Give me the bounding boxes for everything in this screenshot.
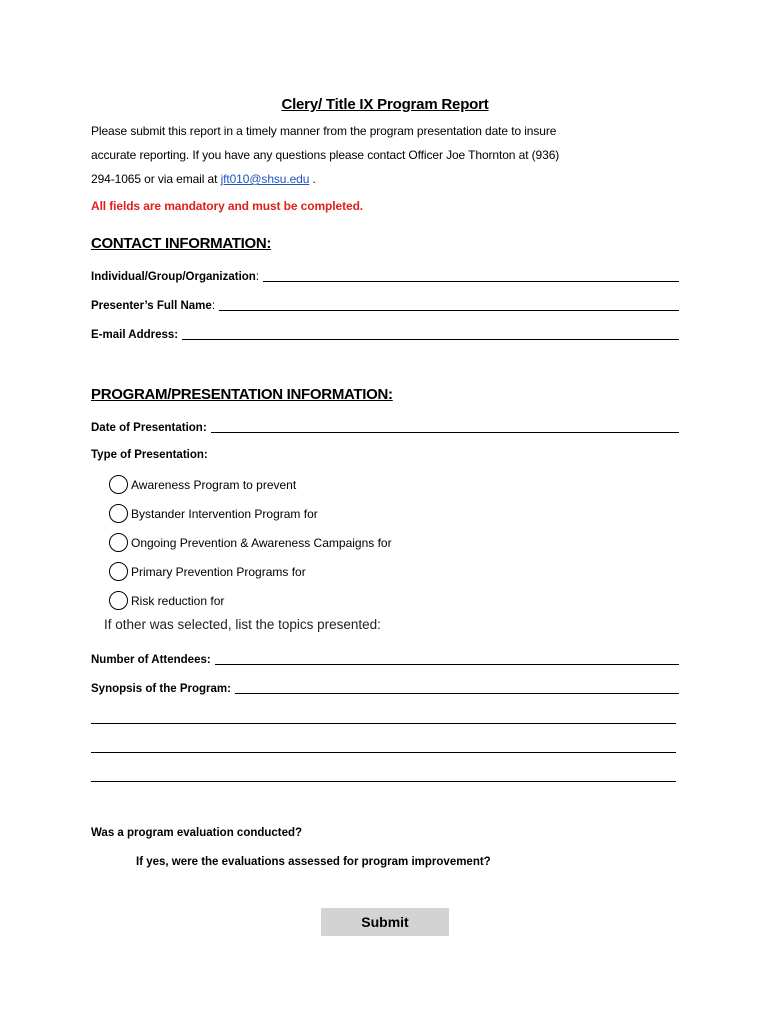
date-field-row [91, 420, 679, 434]
evaluation-question: Was a program evaluation conducted? [91, 827, 303, 839]
radio-button-icon[interactable] [109, 562, 128, 581]
contact-email-link[interactable]: jft010@shsu.edu [220, 172, 310, 186]
synopsis-label: Synopsis of the Program: [91, 683, 231, 695]
type-label: Type of Presentation: [91, 449, 208, 461]
intro-line-3-prefix: 294-1065 or via email at [91, 172, 221, 186]
synopsis-field-row [91, 681, 679, 695]
intro-line-1: Please submit this report in a timely manner from the program presentation date to insure [91, 124, 557, 138]
radio-button-icon[interactable] [109, 533, 128, 552]
date-label: Date of Presentation: [91, 422, 207, 434]
synopsis-input-line[interactable] [235, 681, 679, 694]
type-option-bystander[interactable] [109, 504, 318, 523]
email-label: E-mail Address: [91, 329, 179, 341]
organization-input-line[interactable] [263, 269, 679, 282]
other-topics-note: If other was selected, list the topics presented: [104, 617, 381, 632]
email-field-row [91, 327, 679, 341]
radio-button-icon[interactable] [109, 504, 128, 523]
type-option-risk-reduction[interactable] [109, 591, 224, 610]
organization-field-row [91, 269, 679, 283]
synopsis-continuation-line[interactable] [91, 752, 676, 753]
intro-line-3 [91, 172, 316, 186]
date-input-line[interactable] [211, 420, 679, 433]
type-option-label: Awareness Program to prevent [131, 477, 297, 492]
program-heading: PROGRAM/PRESENTATION INFORMATION: [91, 386, 393, 403]
radio-button-icon[interactable] [109, 475, 128, 494]
synopsis-continuation-line[interactable] [91, 723, 676, 724]
intro-line-2: accurate reporting. If you have any questions please contact Officer Joe Thornton at (936) [91, 148, 560, 162]
type-option-label: Ongoing Prevention & Awareness Campaigns for [131, 535, 392, 550]
intro-line-3-suffix: . [309, 172, 316, 186]
presenter-input-line[interactable] [219, 298, 679, 311]
email-input-line[interactable] [182, 327, 679, 340]
mandatory-note: All fields are mandatory and must be completed. [91, 199, 364, 213]
organization-label: Individual/Group/Organization: [91, 271, 260, 283]
presenter-field-row [91, 298, 679, 312]
type-option-ongoing[interactable] [109, 533, 392, 552]
attendees-field-row [91, 652, 679, 666]
presenter-label: Presenter’s Full Name: [91, 300, 216, 312]
type-option-label: Risk reduction for [131, 593, 225, 608]
type-option-primary[interactable] [109, 562, 306, 581]
synopsis-continuation-line[interactable] [91, 781, 676, 782]
type-option-label: Primary Prevention Programs for [131, 564, 306, 579]
submit-button[interactable]: Submit [321, 908, 449, 936]
evaluation-followup: If yes, were the evaluations assessed for program improvement? [136, 856, 491, 868]
attendees-input-line[interactable] [215, 652, 679, 665]
radio-button-icon[interactable] [109, 591, 128, 610]
type-option-awareness[interactable] [109, 475, 296, 494]
type-option-label: Bystander Intervention Program for [131, 506, 318, 521]
page-title: Clery/ Title IX Program Report [281, 96, 489, 113]
attendees-label: Number of Attendees: [91, 654, 211, 666]
contact-heading: CONTACT INFORMATION: [91, 235, 272, 252]
